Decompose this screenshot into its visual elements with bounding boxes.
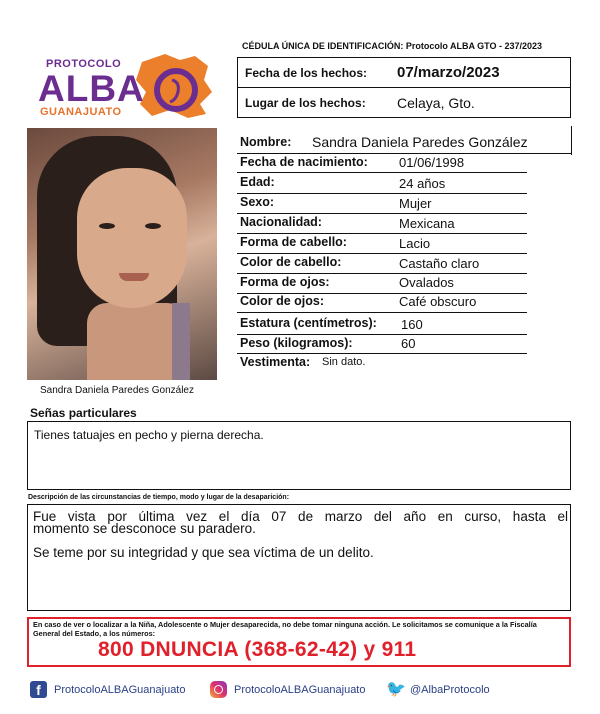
cedula-title: CÉDULA ÚNICA DE IDENTIFICACIÓN: Protocolo ALBA GTO - 237/2023	[242, 41, 543, 51]
nacimiento-label: Fecha de nacimiento:	[240, 155, 368, 169]
lugar-hechos-label: Lugar de los hechos:	[245, 96, 366, 110]
peso-value: 60	[401, 336, 416, 351]
sexo-label: Sexo:	[240, 195, 275, 209]
edad-value: 24 años	[399, 176, 446, 191]
senas-title: Señas particulares	[30, 406, 137, 420]
color-cabello-value: Castaño claro	[399, 256, 480, 271]
fecha-hechos-label: Fecha de los hechos:	[245, 66, 368, 80]
senas-text: Tienes tatuajes en pecho y pierna derecha.	[34, 428, 264, 442]
estatura-value: 160	[401, 317, 423, 332]
logo-alba-text: ALBA	[38, 68, 145, 109]
lugar-hechos-value: Celaya, Gto.	[397, 95, 475, 111]
forma-ojos-label: Forma de ojos:	[240, 275, 330, 289]
instagram-icon	[210, 681, 227, 698]
forma-ojos-value: Ovalados	[399, 275, 454, 290]
sexo-value: Mujer	[399, 196, 432, 211]
facebook-handle: ProtocoloALBAGuanajuato	[54, 684, 186, 696]
estatura-label: Estatura (centímetros):	[240, 316, 377, 330]
photo-caption: Sandra Daniela Paredes González	[40, 385, 194, 396]
instagram-handle: ProtocoloALBAGuanajuato	[234, 684, 366, 696]
descripcion-line-3: Se teme por su integridad y que sea víctima de un delito.	[33, 545, 374, 560]
vestimenta-label: Vestimenta:	[240, 355, 311, 369]
descripcion-line-2: momento se desconoce su paradero.	[33, 521, 256, 536]
descripcion-line-1: Fue vista por última vez el día 07 de marzo del año en curso, hasta el	[33, 509, 568, 524]
alert-phone-number: 800 DNUNCIA (368-62-42) y 911	[98, 638, 417, 661]
nacimiento-value: 01/06/1998	[399, 155, 465, 170]
twitter-icon: 🐦	[386, 681, 406, 698]
alert-text: En caso de ver o localizar a la Niña, Adolescente o Mujer desaparecida, no debe tomar ninguna acción. Le solicitamos se comunique a la Fiscalía General del Estado, a los números:	[33, 620, 537, 638]
logo-protocolo-text: PROTOCOLO	[46, 58, 122, 70]
color-ojos-value: Café obscuro	[399, 294, 477, 309]
vestimenta-value: Sin dato.	[322, 356, 366, 368]
twitter-handle: @AlbaProtocolo	[410, 684, 490, 696]
forma-cabello-label: Forma de cabello:	[240, 235, 347, 249]
missing-person-photo	[27, 128, 217, 380]
forma-cabello-value: Lacio	[399, 236, 431, 251]
edad-label: Edad:	[240, 175, 275, 189]
descripcion-title: Descripción de las circunstancias de tiempo, modo y lugar de la desaparición:	[28, 494, 290, 501]
fecha-hechos-value: 07/marzo/2023	[397, 64, 500, 81]
color-ojos-label: Color de ojos:	[240, 294, 325, 308]
protocolo-alba-logo	[30, 52, 220, 124]
logo-guanajuato-text: GUANAJUATO	[40, 106, 122, 118]
nombre-value: Sandra Daniela Paredes González	[312, 134, 528, 150]
nombre-label: Nombre:	[240, 135, 292, 149]
nacionalidad-label: Nacionalidad:	[240, 215, 322, 229]
peso-label: Peso (kilogramos):	[240, 336, 353, 350]
color-cabello-label: Color de cabello:	[240, 255, 342, 269]
nacionalidad-value: Mexicana	[399, 216, 455, 231]
facebook-icon: f	[30, 681, 47, 698]
